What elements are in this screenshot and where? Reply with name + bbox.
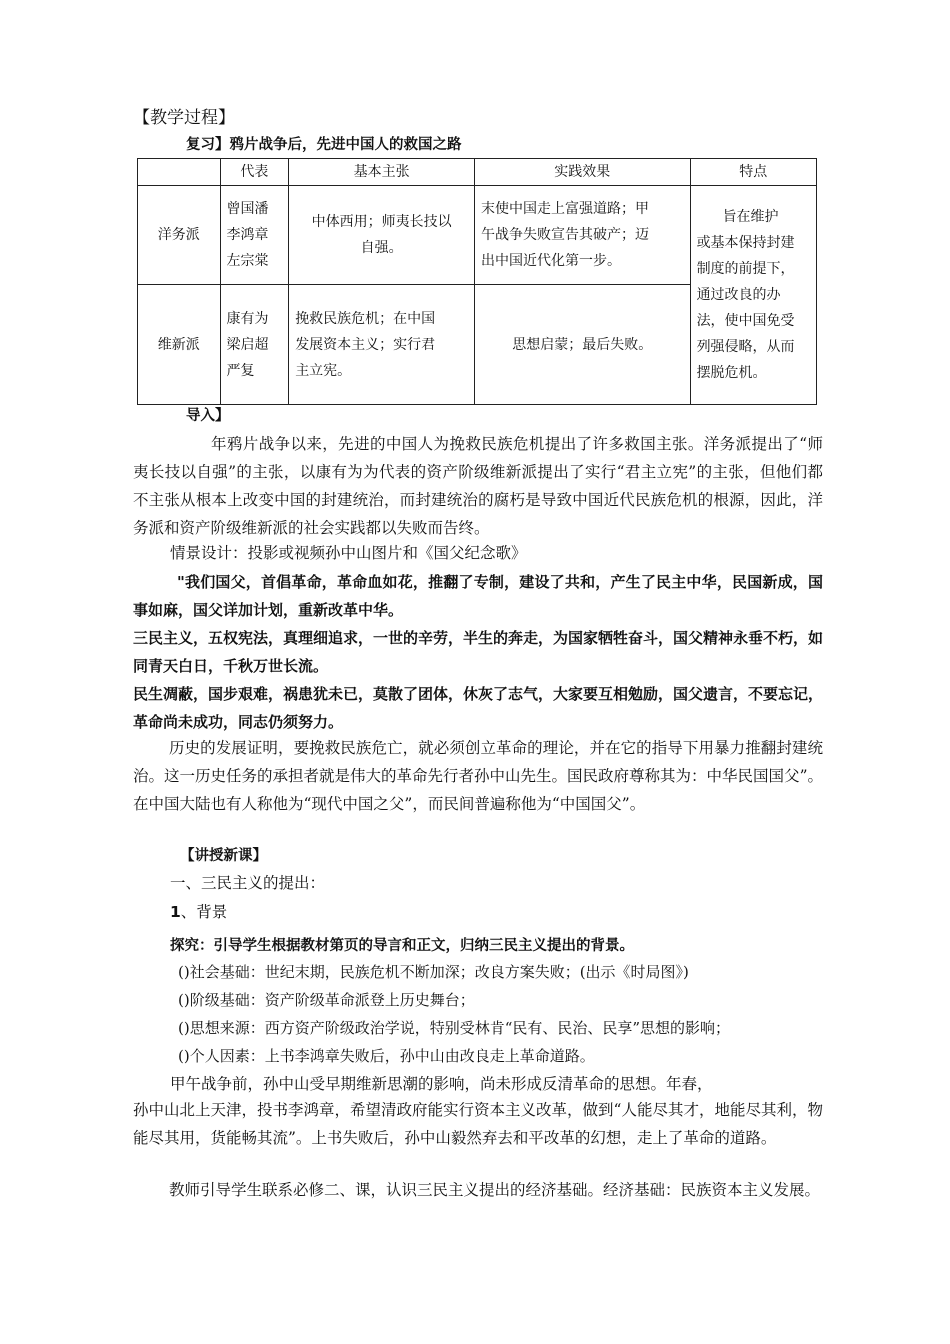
part-one-heading: 一、三民主义的提出： [170, 874, 326, 892]
background-number: 1 [170, 903, 181, 921]
claims-cell [289, 285, 475, 405]
background-point: ()阶级基础：资产阶级革命派登上历史舞台； [178, 991, 475, 1009]
table-header-cell [138, 159, 221, 186]
rep-name: 曾国潘 [226, 201, 269, 217]
background-point: ()社会基础：世纪末期，民族危机不断加深；改良方案失败；(出示《时局图》) [178, 963, 689, 981]
review-heading: 复习】鸦片战争后，先进中国人的救国之路 [186, 137, 462, 153]
history-paragraph: 历史的发展证明，要挽救民族危亡，就必须创立革命的理论，并在它的指导下用暴力推翻封建统治。这一历史任务的承担者就是伟大的革命先行者孙中山先生。国民政府尊称其为：中华民国国父”。在中国大陆也有人称他为“现代中国之父”，而民间普遍称他为“中国国父”。 [133, 739, 823, 813]
rep-name: 左宗棠 [226, 253, 269, 269]
teacher-paragraph: 教师引导学生联系必修二、课，认识三民主义提出的经济基础。经济基础：民族资本主义发展。 [169, 1181, 821, 1199]
song-verse-2: 三民主义，五权宪法，真理细追求，一世的辛劳，半生的奔走，为国家牺牲奋斗，国父精神永垂不朽，如同青天白日，千秋万世长流。 [133, 629, 824, 675]
table-header-cell: 代表 [220, 159, 289, 186]
reps-cell [220, 285, 289, 405]
claim-line: 发展资本主义；实行君 [295, 336, 436, 353]
explore-task: 探究：引导学生根据教材第页的导言和正文，归纳三民主义提出的背景。 [170, 938, 634, 954]
claim-line: 自强。 [360, 240, 403, 256]
feature-line: 或基本保持封建 [696, 235, 795, 251]
claims-cell [289, 186, 475, 285]
claim-line: 主立宪。 [295, 362, 352, 379]
feature-line: 制度的前提下， [696, 261, 795, 277]
rep-name: 李鸿章 [226, 227, 269, 243]
table-header-cell: 实践效果 [475, 159, 691, 186]
table-row [138, 186, 817, 285]
background-point: ()个人因素：上书李鸿章失败后，孙中山由改良走上革命道路。 [178, 1047, 595, 1065]
background-heading [170, 902, 227, 922]
song-verse-3: 民生凋蔽，国步艰难，祸患犹未已，莫散了团体，休灰了志气，大家要互相勉励，国父遗言，不要忘记，革命尚未成功，同志仍须努力。 [133, 685, 824, 731]
background-label: 、背景 [180, 903, 228, 921]
intro-heading: 导入】 [186, 408, 230, 424]
background-point: ()思想来源：西方资产阶级政治学说，特别受林肯“民有、民治、民享”思想的影响； [178, 1019, 731, 1037]
effects-cell [475, 285, 691, 405]
new-lesson-heading: 【讲授新课】 [180, 848, 267, 864]
feature-line: 通过改良的办 [696, 287, 781, 303]
scene-design: 情景设计：投影或视频孙中山图片和《国父纪念歌》 [170, 544, 527, 562]
sun-paragraph: 孙中山北上天津，投书李鸿章，希望清政府能实行资本主义改革，做到“人能尽其才，地能尽其利，物能尽其用，货能畅其流”。上书失败后，孙中山毅然弃去和平改革的幻想，走上了革命的道路。 [133, 1101, 823, 1147]
song-verse-1: "我们国父，首倡革命，革命血如花，推翻了专制，建设了共和，产生了民主中华，民国新成，国事如麻，国父详加计划，重新改革中华。 [133, 573, 823, 619]
table-header-row [138, 159, 817, 186]
intro-paragraph: 年鸦片战争以来，先进的中国人为挽救民族危机提出了许多救国主张。洋务派提出了“师夷长技以自强”的主张，以康有为为代表的资产阶级维新派提出了实行“君主立宪”的主张，但他们都不主张从根本上改变中国的封建统治，而封建统治的腐朽是导致中国近代民族危机的根源，因此，洋务派和资产阶级维新派的社会实践都以失败而告终。 [133, 435, 823, 537]
effect-line: 午战争失败宣告其破产；迈 [481, 227, 649, 243]
sun-paragraph-intro: 甲午战争前，孙中山受早期维新思潮的影响，尚未形成反清革命的思想。年春， [170, 1075, 713, 1093]
effects-cell [475, 186, 691, 285]
feature-line: 摆脱危机。 [696, 365, 767, 381]
feature-line: 旨在维护 [722, 209, 779, 225]
rep-name: 康有为 [226, 310, 269, 327]
effect-line: 思想启蒙；最后失败。 [512, 336, 653, 353]
reps-cell [220, 186, 289, 285]
claim-line: 中体西用；师夷长技以 [311, 214, 452, 230]
rep-name: 梁启超 [226, 336, 269, 353]
row-name: 维新派 [138, 285, 221, 405]
rep-name: 严复 [226, 362, 255, 379]
feature-line: 法，使中国免受 [696, 313, 795, 329]
section-title: 【教学过程】 [133, 108, 235, 128]
feature-line: 列强侵略，从而 [696, 339, 795, 355]
feature-cell [690, 186, 816, 405]
effect-line: 末使中国走上富强道路；甲 [481, 201, 649, 217]
table-header-cell: 基本主张 [289, 159, 475, 186]
row-name: 洋务派 [138, 186, 221, 285]
effect-line: 出中国近代化第一步。 [481, 253, 621, 269]
table-header-cell: 特点 [690, 159, 816, 186]
review-table [137, 158, 817, 405]
claim-line: 挽救民族危机；在中国 [295, 310, 436, 327]
